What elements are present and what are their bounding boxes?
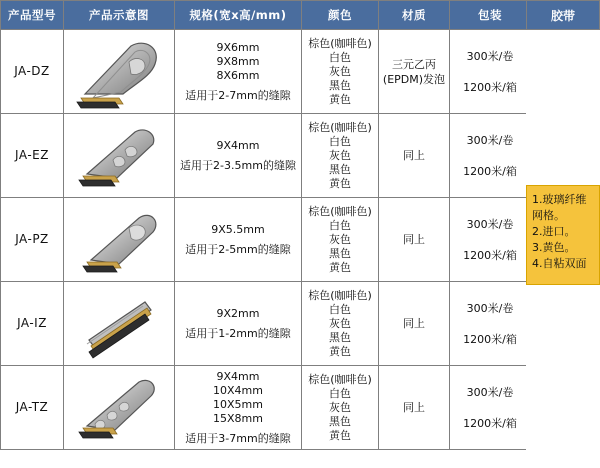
i-shape-seal-profile-icon	[65, 284, 173, 364]
packing-roll: 300米/卷	[466, 301, 514, 315]
color-option: 棕色(咖啡色)	[308, 204, 372, 218]
spec-fit: 适用于2-7mm的缝隙	[185, 88, 291, 102]
tape-note-item: 1.玻璃纤维网格。	[532, 193, 587, 222]
cell-packing	[450, 282, 531, 366]
cell-material: 同上	[379, 198, 450, 282]
color-option: 灰色	[329, 148, 351, 162]
table-row	[1, 366, 531, 450]
color-option: 灰色	[329, 400, 351, 414]
tape-column	[526, 0, 600, 468]
packing-carton: 1200米/箱	[463, 416, 517, 430]
tape-spacer-bottom	[526, 285, 600, 468]
color-option: 黄色	[329, 92, 351, 106]
cell-picture	[64, 198, 175, 282]
cell-spec	[175, 366, 302, 450]
spec-fit: 适用于2-5mm的缝隙	[185, 242, 291, 256]
cell-packing	[450, 366, 531, 450]
spec-size: 9X2mm	[216, 306, 260, 320]
color-option: 黑色	[329, 414, 351, 428]
cell-picture	[64, 114, 175, 198]
spec-size: 9X8mm	[216, 54, 260, 68]
spec-size: 9X4mm	[216, 138, 260, 152]
cell-picture	[64, 30, 175, 114]
cell-picture	[64, 366, 175, 450]
color-option: 黄色	[329, 428, 351, 442]
cell-model: JA-EZ	[1, 114, 64, 198]
packing-carton: 1200米/箱	[463, 332, 517, 346]
packing-carton: 1200米/箱	[463, 164, 517, 178]
cell-material: 同上	[379, 282, 450, 366]
column-header-spec: 规格(宽x高/mm)	[175, 1, 302, 30]
cell-color	[302, 198, 379, 282]
spec-fit: 适用于1-2mm的缝隙	[185, 326, 291, 340]
column-header-color: 颜色	[302, 1, 379, 30]
color-option: 白色	[329, 302, 351, 316]
packing-carton: 1200米/箱	[463, 248, 517, 262]
column-header-packing: 包装	[450, 1, 531, 30]
cell-color	[302, 114, 379, 198]
table-row	[1, 114, 531, 198]
cell-spec	[175, 198, 302, 282]
packing-roll: 300米/卷	[466, 49, 514, 63]
spec-size: 8X6mm	[216, 68, 260, 82]
color-option: 白色	[329, 218, 351, 232]
cell-model: JA-IZ	[1, 282, 64, 366]
color-option: 灰色	[329, 232, 351, 246]
color-option: 灰色	[329, 64, 351, 78]
packing-roll: 300米/卷	[466, 217, 514, 231]
color-option: 棕色(咖啡色)	[308, 288, 372, 302]
color-option: 黑色	[329, 330, 351, 344]
cell-model: JA-PZ	[1, 198, 64, 282]
packing-carton: 1200米/箱	[463, 80, 517, 94]
spec-size: 10X4mm	[213, 383, 263, 397]
tape-notes	[526, 185, 600, 285]
t-shape-seal-profile-icon	[65, 368, 173, 448]
spec-size: 9X5.5mm	[211, 222, 265, 236]
spec-size: 9X4mm	[216, 369, 260, 383]
color-option: 黄色	[329, 344, 351, 358]
cell-color	[302, 366, 379, 450]
color-option: 黑色	[329, 246, 351, 260]
table-row	[1, 30, 531, 114]
column-header-material: 材质	[379, 1, 450, 30]
spec-size: 9X6mm	[216, 40, 260, 54]
tape-note-item: 3.黄色。	[532, 241, 576, 254]
tape-note-item: 4.自粘双面	[532, 257, 587, 270]
table-body	[1, 30, 531, 450]
packing-roll: 300米/卷	[466, 133, 514, 147]
color-option: 黑色	[329, 78, 351, 92]
cell-picture	[64, 282, 175, 366]
color-option: 棕色(咖啡色)	[308, 120, 372, 134]
spec-fit: 适用于3-7mm的缝隙	[185, 431, 291, 445]
color-option: 黄色	[329, 176, 351, 190]
tape-column-header: 胶带	[526, 0, 600, 30]
cell-material: 三元乙丙(EPDM)发泡	[379, 30, 450, 114]
cell-spec	[175, 114, 302, 198]
tape-spacer-top	[526, 30, 600, 185]
color-option: 灰色	[329, 316, 351, 330]
color-option: 棕色(咖啡色)	[308, 36, 372, 50]
header-row	[1, 1, 531, 30]
cell-spec	[175, 30, 302, 114]
table-row	[1, 198, 531, 282]
column-header-picture: 产品示意图	[64, 1, 175, 30]
spec-size: 10X5mm	[213, 397, 263, 411]
cell-model: JA-DZ	[1, 30, 64, 114]
e-shape-seal-profile-icon	[65, 116, 173, 196]
table-row	[1, 282, 531, 366]
cell-color	[302, 30, 379, 114]
p-shape-seal-profile-icon	[65, 200, 173, 280]
spec-size: 15X8mm	[213, 411, 263, 425]
cell-model: JA-TZ	[1, 366, 64, 450]
color-option: 黄色	[329, 260, 351, 274]
column-header-model: 产品型号	[1, 1, 64, 30]
spec-fit: 适用于2-3.5mm的缝隙	[180, 158, 296, 172]
color-option: 白色	[329, 386, 351, 400]
cell-packing	[450, 114, 531, 198]
color-option: 黑色	[329, 162, 351, 176]
cell-packing	[450, 30, 531, 114]
cell-packing	[450, 198, 531, 282]
color-option: 棕色(咖啡色)	[308, 372, 372, 386]
packing-roll: 300米/卷	[466, 385, 514, 399]
d-shape-seal-profile-icon	[65, 32, 173, 112]
tape-note-item: 2.进口。	[532, 225, 576, 238]
color-option: 白色	[329, 134, 351, 148]
cell-material: 同上	[379, 114, 450, 198]
cell-material: 同上	[379, 366, 450, 450]
color-option: 白色	[329, 50, 351, 64]
cell-color	[302, 282, 379, 366]
cell-spec	[175, 282, 302, 366]
table-header	[1, 1, 531, 30]
